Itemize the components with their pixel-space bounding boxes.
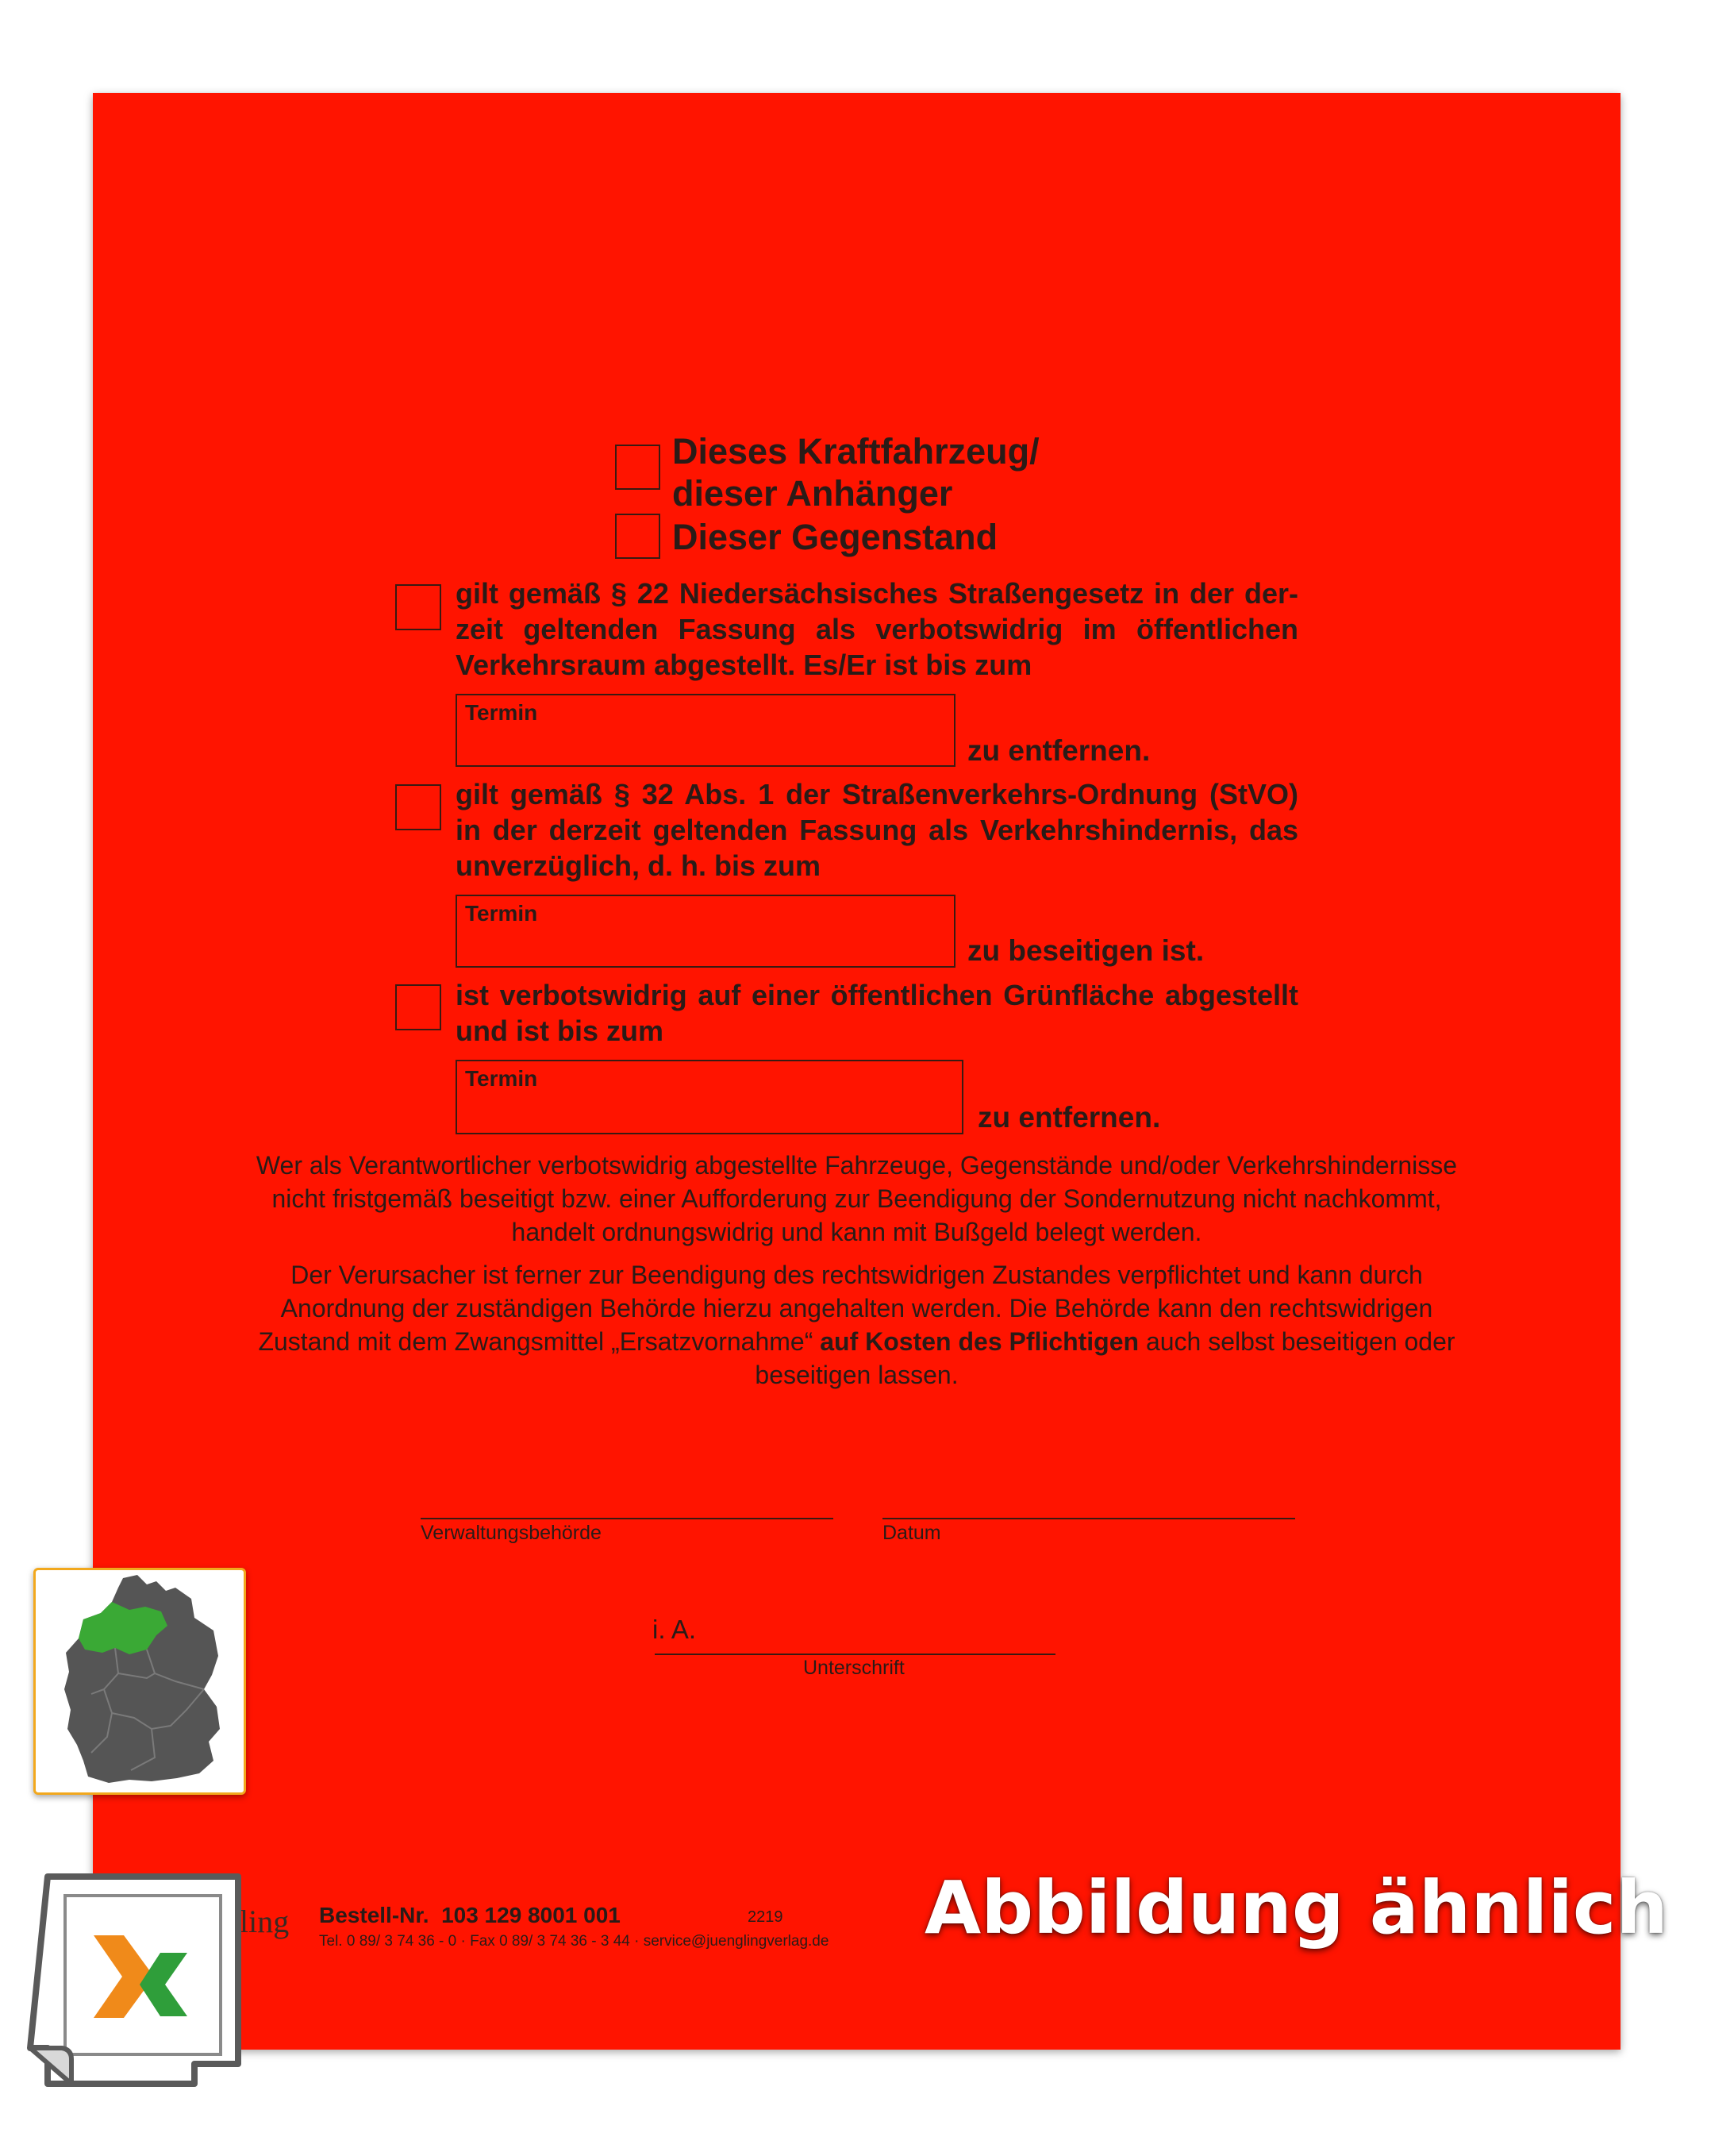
termin-label: Termin xyxy=(465,1066,538,1091)
termin-field-1[interactable] xyxy=(456,694,955,767)
contact-line: Tel. 0 89/ 3 74 36 - 0 · Fax 0 89/ 3 74 36 - 3 44 · service@juenglingverlag.de xyxy=(319,1933,829,1950)
termin-field-2[interactable] xyxy=(456,895,955,968)
signature-line[interactable] xyxy=(655,1654,1055,1655)
checkbox-object[interactable] xyxy=(615,514,660,559)
checkbox-vehicle[interactable] xyxy=(615,445,660,490)
checkbox-clause-2[interactable] xyxy=(395,784,441,830)
order-number-line: Bestell-Nr. 103 129 8001 001 xyxy=(319,1903,621,1927)
clause-2-after: zu beseitigen ist. xyxy=(967,934,1205,967)
clause-2-text: gilt gemäß § 32 Abs. 1 der Straßenverkehrs-Ordnung (StVO) in der derzeit geltenden Fassung als Verkehrshindernis, das unverzüglich, d. h. bis zum xyxy=(456,778,1298,882)
authority-line[interactable] xyxy=(421,1518,833,1519)
clause-3-after: zu entfernen. xyxy=(978,1101,1161,1134)
option-object-label: Dieser Gegenstand xyxy=(672,517,998,557)
overlay-caption: Abbildung ähnlich xyxy=(925,1865,1668,1950)
clause-1-text: gilt gemäß § 22 Niedersächsisches Straßengesetz in der der-zeit geltenden Fassung als verbotswidrig im öffentlichen Verkehrsraum abgestellt. Es/Er ist bis zum xyxy=(456,577,1298,681)
termin-field-3[interactable] xyxy=(456,1060,963,1134)
germany-map-icon xyxy=(36,1570,244,1792)
publisher-logo-icon xyxy=(24,1865,250,2092)
date-line[interactable] xyxy=(882,1518,1295,1519)
notice-fine: Wer als Verantwortlicher verbotswidrig abgestellte Fahrzeuge, Gegenstände und/oder Verkehrshindernisse nicht fristgemäß beseitigt bzw. einer Aufforderung zur Beendigung der Sondernutzung nicht nachkommt, handelt ordnungswidrig und kann mit Bußgeld belegt werden. xyxy=(256,1151,1458,1246)
checkbox-clause-3[interactable] xyxy=(395,984,441,1030)
authority-label: Verwaltungsbehörde xyxy=(421,1522,602,1544)
publisher-logo-text: ling xyxy=(240,1904,290,1939)
termin-label: Termin xyxy=(465,700,538,725)
form-code: 2219 xyxy=(748,1908,783,1926)
ia-label: i. A. xyxy=(652,1615,697,1644)
option-vehicle-label: Dieses Kraftfahrzeug/ dieser Anhänger xyxy=(672,431,1040,514)
date-label: Datum xyxy=(882,1522,941,1544)
termin-label: Termin xyxy=(465,901,538,926)
signature-label: Unterschrift xyxy=(803,1657,905,1679)
notice-enforcement: Der Verursacher ist ferner zur Beendigung des rechtswidrigen Zustandes verpflichtet und kann durch Anordnung der zuständigen Behörde hierzu angehalten werden. Die Behörde kann den rechtswidrigen Zustand mit dem Zwangsmittel „Ersatzvornahme“ auf Kosten des Pflichtigen auch selbst beseitigen oder beseitigen lassen. xyxy=(258,1261,1455,1389)
clause-3-text: ist verbotswidrig auf einer öffentlichen Grünfläche abgestellt und ist bis zum xyxy=(456,979,1298,1047)
clause-1-after: zu entfernen. xyxy=(967,734,1151,767)
state-map-badge xyxy=(33,1568,246,1795)
checkbox-clause-1[interactable] xyxy=(395,584,441,630)
publisher-logo-badge xyxy=(24,1865,250,2092)
form-sheet xyxy=(93,93,1621,2050)
